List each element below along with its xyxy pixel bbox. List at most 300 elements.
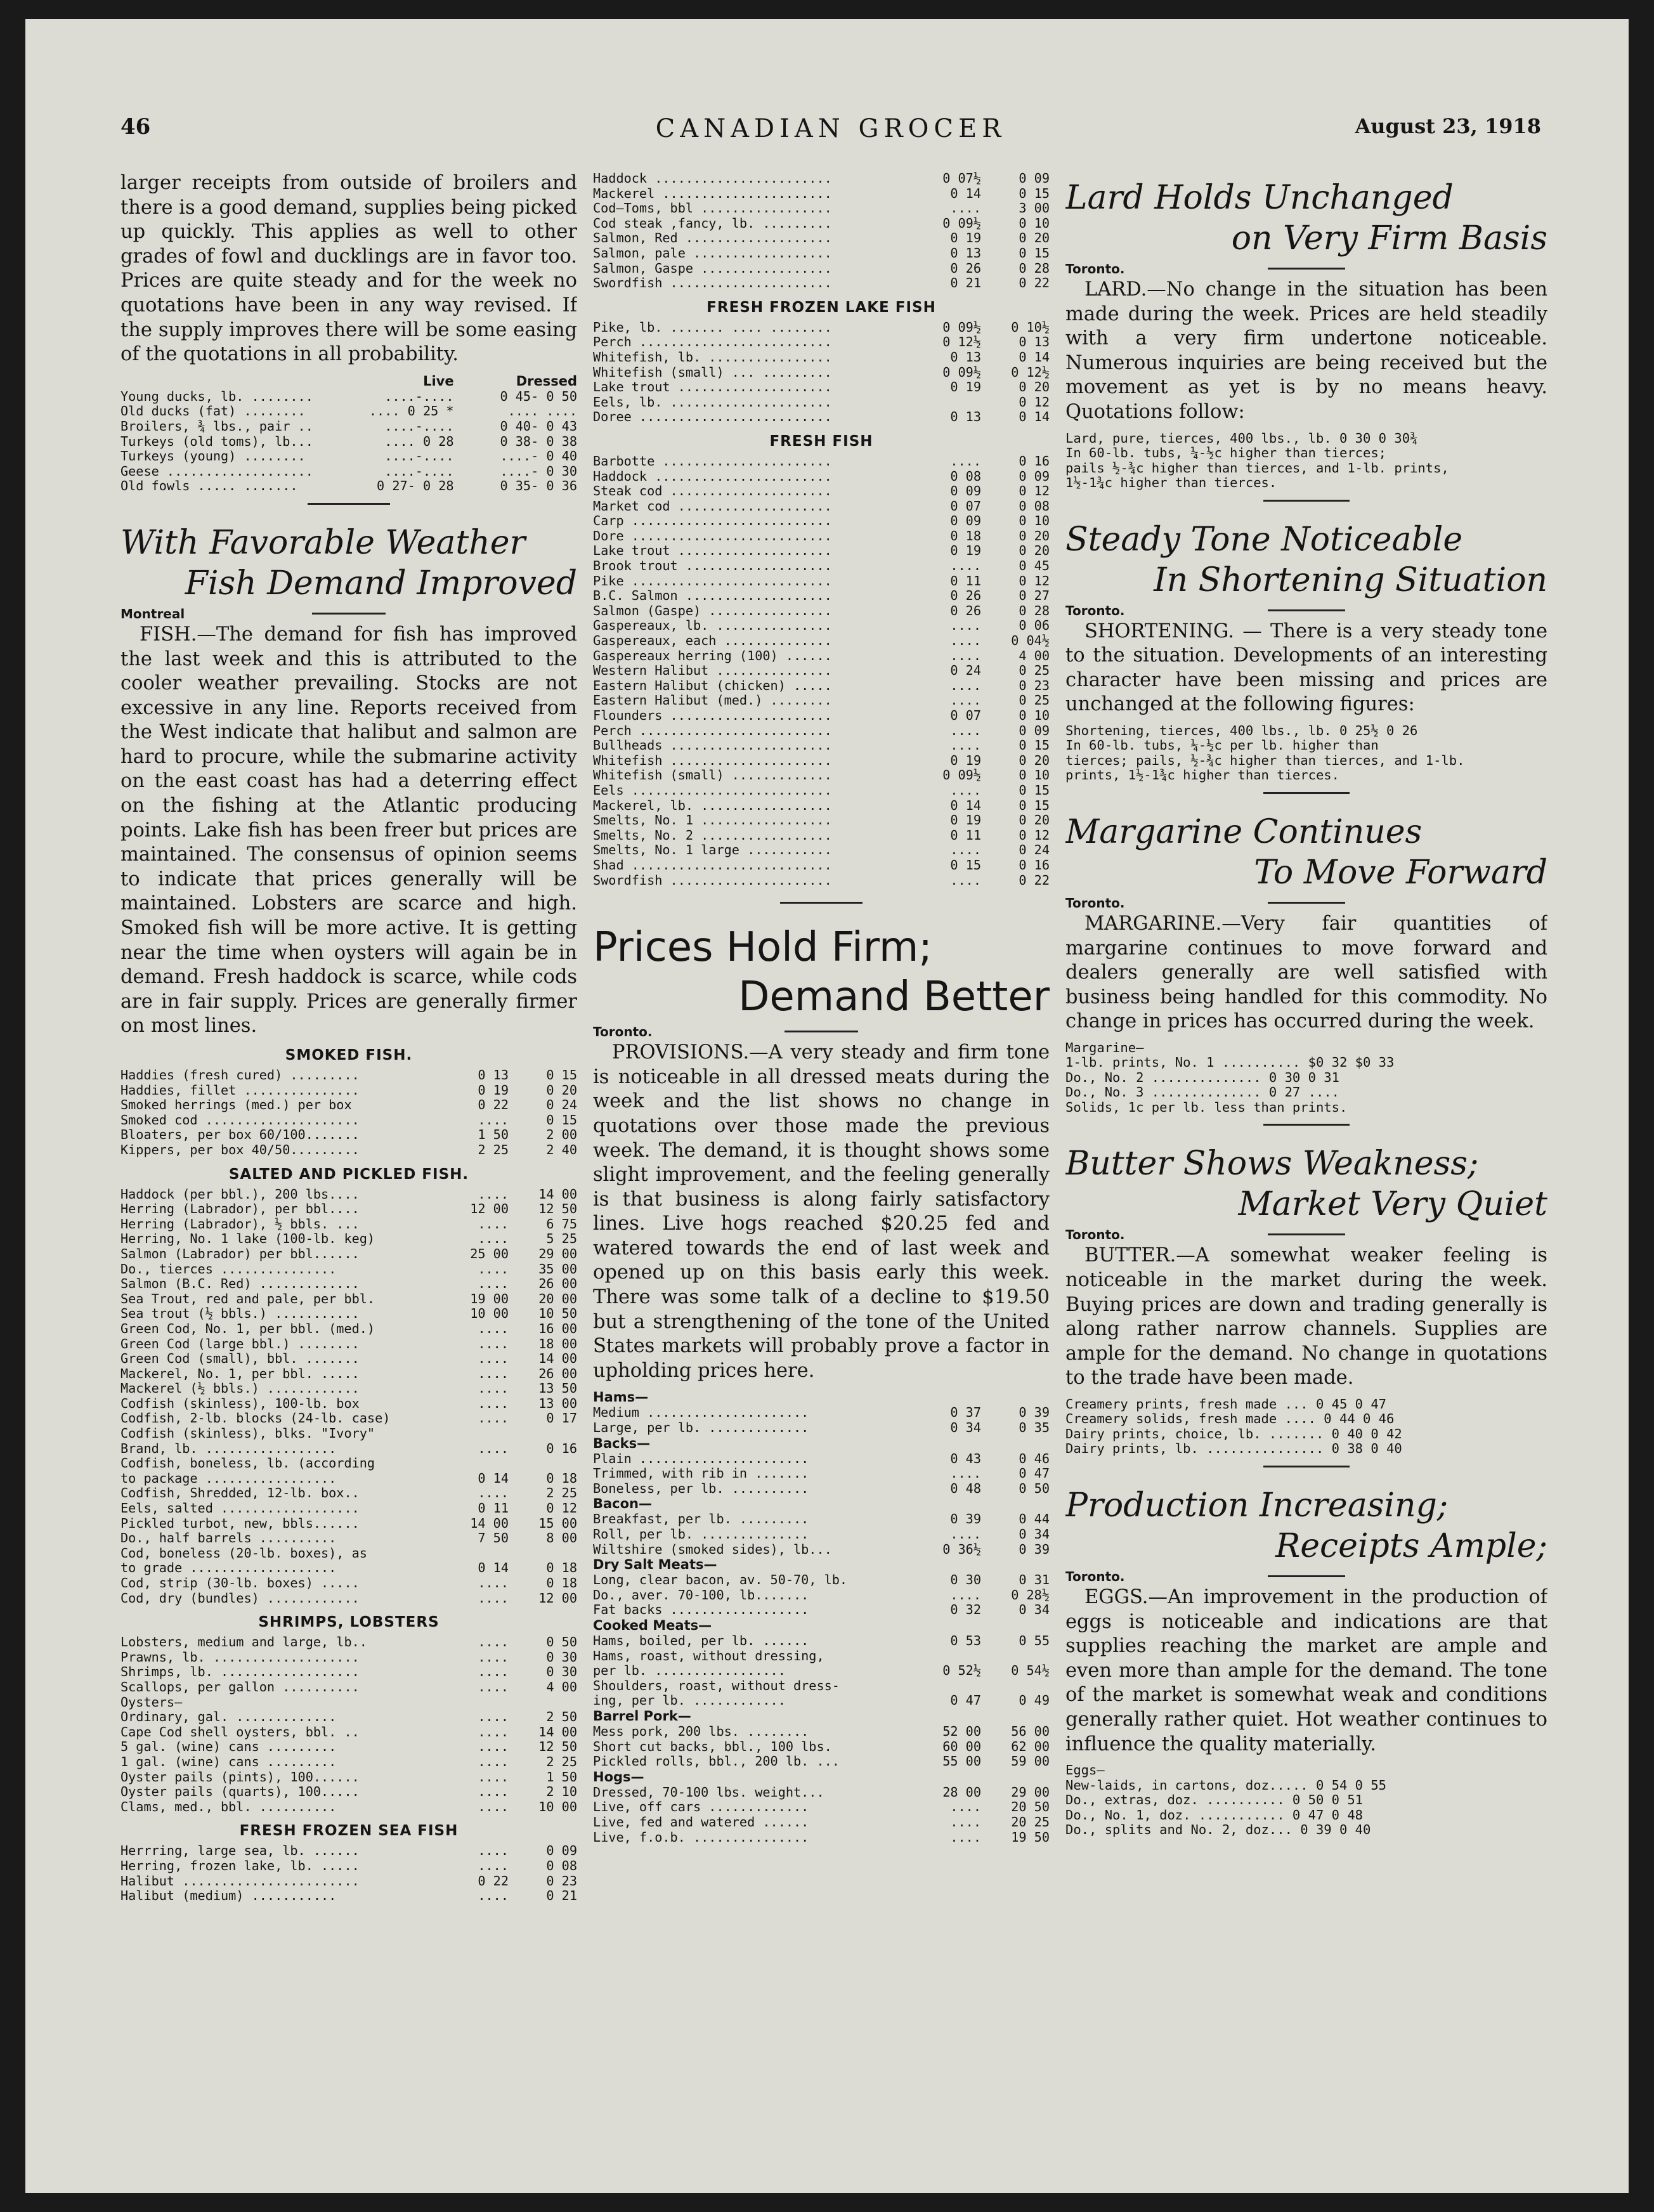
price-cell: 0 52½ bbox=[942, 1663, 981, 1679]
table-row bbox=[593, 395, 1050, 410]
section-title: FRESH FISH bbox=[769, 433, 873, 450]
table-row bbox=[120, 1456, 577, 1471]
title-line-2: Demand Better bbox=[738, 973, 1050, 1021]
price-cell: 0 06 bbox=[1019, 618, 1050, 634]
table-row bbox=[593, 514, 1050, 529]
divider bbox=[1263, 500, 1350, 502]
table-row bbox=[593, 454, 1050, 469]
price-cell: 0 10 bbox=[1019, 768, 1050, 783]
price-cell bbox=[913, 1496, 981, 1512]
table-row bbox=[120, 1083, 577, 1098]
price-cell: 0 14 bbox=[950, 798, 981, 813]
article-title-provisions bbox=[593, 923, 1050, 1022]
quotation-line: Margarine— bbox=[1065, 1040, 1144, 1055]
price-cell: 12 00 bbox=[538, 1591, 577, 1606]
price-cell: .... bbox=[478, 1858, 509, 1873]
item-name: Smoked cod .................... bbox=[120, 1112, 360, 1128]
shortening-quotations bbox=[1065, 724, 1547, 783]
price-cell: 0 26 bbox=[950, 261, 981, 276]
table-row bbox=[120, 1725, 577, 1740]
price-cell: 0 12 bbox=[546, 1501, 577, 1516]
price-cell: 2 25 bbox=[546, 1486, 577, 1501]
price-cell: .... bbox=[478, 1351, 509, 1367]
price-cell: .... bbox=[478, 1232, 509, 1247]
table-row bbox=[120, 1113, 577, 1128]
price-cell: 0 32 bbox=[950, 1603, 981, 1618]
item-name: Salmon, Red ................... bbox=[593, 231, 832, 246]
table-row bbox=[593, 171, 1050, 186]
price-cell: 0 13 bbox=[950, 410, 981, 425]
item-name: Codfish, boneless, lb. (according bbox=[120, 1456, 375, 1471]
item-name: Salmon (B.C. Red) ............. bbox=[120, 1277, 360, 1292]
price-cell: 60 00 bbox=[942, 1739, 981, 1754]
price-cell: 18 00 bbox=[538, 1336, 577, 1351]
price-cell: 0 34 bbox=[950, 1421, 981, 1436]
table-row bbox=[120, 1486, 577, 1501]
table-row bbox=[120, 1740, 577, 1755]
item-name: Salmon (Labrador) per bbl...... bbox=[120, 1246, 360, 1261]
price-cell: .... bbox=[478, 1381, 509, 1396]
price-cell: 0 35- 0 36 bbox=[500, 479, 577, 494]
price-cell: 0 08 bbox=[1019, 498, 1050, 514]
masthead: CANADIAN GROCER bbox=[655, 114, 1006, 143]
table-row bbox=[593, 231, 1050, 246]
table-row bbox=[593, 186, 1050, 202]
item-name: Herrring, large sea, lb. ...... bbox=[120, 1844, 360, 1859]
price-cell: 0 30 bbox=[546, 1649, 577, 1665]
price-cell: .... bbox=[478, 1769, 509, 1785]
price-cell: 0 14 bbox=[1019, 410, 1050, 425]
item-name: Fat backs .................. bbox=[593, 1603, 809, 1618]
table-row bbox=[120, 1755, 577, 1770]
item-name: Cod steak ,fancy, lb. ......... bbox=[593, 216, 832, 231]
quotation-line: Lard, pure, tierces, 400 lbs., lb. 0 30 0 30¾ bbox=[1065, 431, 1418, 446]
item-name: Codfish, Shredded, 12-lb. box.. bbox=[120, 1486, 360, 1501]
dateline: Toronto. bbox=[1065, 603, 1547, 620]
price-cell bbox=[981, 1389, 1050, 1405]
price-cell: 0 22 bbox=[1019, 276, 1050, 291]
price-cell: 0 22 bbox=[1019, 873, 1050, 888]
price-cell: 0 39 bbox=[1019, 1542, 1050, 1557]
table-row bbox=[593, 216, 1050, 231]
item-name: Oysters— bbox=[120, 1695, 183, 1710]
quotation-line: 1-lb. prints, No. 1 .......... $0 32 $0 33 bbox=[1065, 1055, 1395, 1070]
quotation-line: tierces; pails, ½-¾c higher than tierces, and 1-lb. bbox=[1065, 753, 1465, 768]
title-line-2: Receipts Ample; bbox=[1275, 1526, 1547, 1565]
price-cell: 0 07 bbox=[950, 708, 981, 723]
price-cell: 7 50 bbox=[478, 1531, 509, 1546]
price-cell: 0 54½ bbox=[1011, 1663, 1050, 1679]
price-cell: 0 20 bbox=[1019, 528, 1050, 543]
price-cell: 0 31 bbox=[1019, 1573, 1050, 1588]
item-name: Whitefish (small) ............. bbox=[593, 768, 832, 783]
item-name: Hams— bbox=[593, 1389, 649, 1405]
item-name: to grade ................... bbox=[120, 1561, 337, 1576]
item-name: Eastern Halibut (med.) ........ bbox=[593, 693, 832, 708]
price-cell: 12 00 bbox=[470, 1202, 509, 1217]
item-name: Mackerel, No. 1, per bbl. ..... bbox=[120, 1366, 360, 1381]
item-name: Salmon, pale .................. bbox=[593, 245, 832, 261]
price-cell: .... bbox=[950, 1814, 981, 1830]
table-row bbox=[593, 1466, 1050, 1481]
price-cell: 14 00 bbox=[538, 1351, 577, 1367]
item-name: Do., tierces ............... bbox=[120, 1261, 337, 1277]
item-name: ing, per lb. ............ bbox=[593, 1693, 786, 1708]
item-name: Mackerel, lb. ................. bbox=[593, 798, 832, 813]
table-row bbox=[120, 1426, 577, 1441]
table-row bbox=[593, 828, 1050, 843]
table-row bbox=[593, 724, 1050, 739]
table-row bbox=[120, 464, 577, 479]
item-name: Haddock (per bbl.), 200 lbs.... bbox=[120, 1187, 360, 1202]
divider bbox=[1263, 1124, 1350, 1126]
section-title: SALTED AND PICKLED FISH. bbox=[228, 1166, 469, 1183]
price-cell: .... 0 28 bbox=[384, 434, 454, 449]
table-row bbox=[593, 679, 1050, 694]
table-row bbox=[120, 1516, 577, 1532]
item-name: Bullheads ..................... bbox=[593, 738, 832, 753]
quotation-line: Creamery prints, fresh made ... 0 45 0 47 bbox=[1065, 1396, 1387, 1412]
price-cell: 0 48 bbox=[950, 1481, 981, 1496]
price-cell bbox=[913, 1436, 981, 1452]
price-cell: 0 13 bbox=[478, 1068, 509, 1083]
table-row bbox=[593, 1800, 1050, 1815]
table-row bbox=[593, 335, 1050, 350]
item-name: Cod, strip (30-lb. boxes) ..... bbox=[120, 1576, 360, 1591]
price-cell: 26 00 bbox=[538, 1366, 577, 1381]
article-body-fish: FISH.—The demand for fish has improved the last week and this is attributed to the cooler weather prevailing. Stocks are not excessive in any line. Reports received from the West indicate that halibut and salmon are hard to procure, while the submarine activity on the east coast has had a deterring effect on the fishing at the Atlantic producing points. Lake fish has been freer but prices are maintained. The consensus of opinion seems to indicate that prices generally will be maintained. Lobsters are scarce and high. Smoked fish will be more active. It is getting near the time when oysters will again be in demand. Fresh haddock is scarce, while cods are in fair supply. Prices are generally firmer on most lines. bbox=[120, 623, 577, 1038]
newspaper-page bbox=[25, 19, 1629, 2193]
price-cell: 0 14 bbox=[950, 186, 981, 201]
price-cell: 20 00 bbox=[538, 1291, 577, 1306]
table-row bbox=[120, 1635, 577, 1650]
item-name: Herring (Labrador), ½ bbls. ... bbox=[120, 1216, 360, 1232]
item-name: Pickled rolls, bbl., 200 lb. ... bbox=[593, 1754, 840, 1769]
quotation-line: pails ½-¾c higher than tierces, and 1-lb. prints, bbox=[1065, 460, 1449, 476]
price-cell bbox=[913, 1679, 981, 1694]
table-row bbox=[120, 1770, 577, 1785]
article-title-eggs bbox=[1065, 1485, 1547, 1566]
item-name: Green Cod (small), bbl. ....... bbox=[120, 1351, 360, 1367]
table-row bbox=[120, 1396, 577, 1412]
price-cell: .... bbox=[478, 1799, 509, 1814]
item-name: Bloaters, per box 60/100....... bbox=[120, 1128, 360, 1143]
table-row bbox=[120, 1800, 577, 1815]
price-cell: .... .... bbox=[507, 404, 577, 419]
item-name: Smoked herrings (med.) per box bbox=[120, 1098, 352, 1113]
item-name: Perch ......................... bbox=[593, 723, 832, 738]
table-header-row bbox=[120, 374, 577, 389]
price-cell: 0 20 bbox=[1019, 231, 1050, 246]
title-line-1: Lard Holds Unchanged bbox=[1065, 179, 1454, 217]
table-row bbox=[120, 1501, 577, 1516]
page-number: 46 bbox=[120, 114, 151, 140]
price-cell: 0 35 bbox=[1019, 1421, 1050, 1436]
item-name: Eastern Halibut (chicken) ..... bbox=[593, 678, 832, 693]
price-cell: 0 19 bbox=[478, 1083, 509, 1098]
item-name: Salmon, Gaspe ................. bbox=[593, 261, 832, 276]
price-cell: 0 11 bbox=[478, 1501, 509, 1516]
table-row bbox=[593, 1603, 1050, 1618]
price-cell: .... bbox=[950, 693, 981, 708]
price-cell: ....-.... bbox=[384, 464, 454, 479]
price-cell: 62 00 bbox=[1011, 1739, 1050, 1754]
price-cell: 0 14 bbox=[478, 1561, 509, 1576]
table-row bbox=[593, 543, 1050, 559]
smoked-fish-table bbox=[120, 1068, 577, 1158]
price-cell: .... bbox=[478, 1366, 509, 1381]
price-cell: 20 50 bbox=[1011, 1800, 1050, 1815]
price-cell: .... bbox=[950, 1587, 981, 1603]
section-title: FRESH FROZEN SEA FISH bbox=[239, 1823, 459, 1840]
item-name: B.C. Salmon ................... bbox=[593, 589, 832, 604]
price-cell: 0 12½ bbox=[1011, 365, 1050, 380]
divider bbox=[780, 902, 863, 904]
item-name: Eels, lb. ..................... bbox=[593, 394, 832, 410]
quotation-line: prints, 1½-1¾c higher than tierces. bbox=[1065, 768, 1339, 783]
poultry-text: larger receipts from outside of broilers and there is a good demand, supplies being picked up quickly. This applies as well to other grades of fowl and ducklings are in favor too. Prices are quite steady and for the week no quotations have been in any way revised. If the supply improves there will be some easing of the quotations in all probability. bbox=[120, 172, 577, 366]
price-cell: 29 00 bbox=[538, 1246, 577, 1261]
price-cell: 0 20 bbox=[546, 1083, 577, 1098]
price-cell: 0 12 bbox=[1019, 573, 1050, 589]
price-cell: 0 12 bbox=[1019, 828, 1050, 843]
table-row bbox=[593, 529, 1050, 544]
item-name: Herring, No. 1 lake (100-lb. keg) bbox=[120, 1232, 375, 1247]
item-name: Scallops, per gallon .......... bbox=[120, 1679, 360, 1695]
quotation-line: Dairy prints, lb. ............... 0 38 0 40 bbox=[1065, 1441, 1402, 1457]
table-row bbox=[120, 1337, 577, 1352]
price-cell: .... bbox=[950, 453, 981, 469]
price-cell: ....-.... bbox=[384, 449, 454, 464]
table-row bbox=[120, 1859, 577, 1874]
price-cell: .... bbox=[950, 634, 981, 649]
article-title-butter bbox=[1065, 1143, 1547, 1225]
price-cell: 0 09 bbox=[950, 514, 981, 529]
price-cell: ....- 0 30 bbox=[500, 464, 577, 479]
table-row bbox=[593, 380, 1050, 395]
price-cell: 0 16 bbox=[1019, 453, 1050, 469]
title-line-2: In Shortening Situation bbox=[1154, 561, 1547, 599]
price-cell: 0 15 bbox=[1019, 798, 1050, 813]
item-name: Young ducks, lb. ........ bbox=[120, 389, 313, 404]
title-line-1: Steady Tone Noticeable bbox=[1065, 520, 1463, 559]
item-name: Live, off cars ............. bbox=[593, 1800, 809, 1815]
salted-fish-table bbox=[120, 1187, 577, 1606]
eggs-quotations bbox=[1065, 1763, 1547, 1838]
table-row bbox=[120, 1277, 577, 1292]
table-row bbox=[593, 1754, 1050, 1769]
price-cell: .... bbox=[478, 1187, 509, 1202]
price-cell: 0 15 bbox=[1019, 245, 1050, 261]
table-row bbox=[120, 1874, 577, 1889]
table-row bbox=[120, 404, 577, 419]
item-name: Clams, med., bbl. .......... bbox=[120, 1799, 337, 1814]
table-row bbox=[593, 320, 1050, 335]
price-cell: 0 26 bbox=[950, 589, 981, 604]
item-name: Swordfish ..................... bbox=[593, 276, 832, 291]
table-row bbox=[120, 1128, 577, 1143]
price-cell: .... bbox=[478, 1441, 509, 1456]
price-cell: .... bbox=[950, 1830, 981, 1845]
item-name: Do., half barrels .......... bbox=[120, 1531, 337, 1546]
price-cell: .... bbox=[950, 1466, 981, 1481]
table-row bbox=[120, 1785, 577, 1800]
table-row bbox=[593, 873, 1050, 888]
item-name: 1 gal. (wine) cans ......... bbox=[120, 1754, 337, 1769]
price-cell bbox=[981, 1618, 1050, 1634]
price-cell: 20 25 bbox=[1011, 1814, 1050, 1830]
price-cell: 0 28½ bbox=[1011, 1587, 1050, 1603]
quotation-line: Do., No. 1, doz. ........... 0 47 0 48 bbox=[1065, 1807, 1363, 1823]
table-row bbox=[120, 1381, 577, 1396]
item-name: Oyster pails (quarts), 100..... bbox=[120, 1785, 360, 1800]
price-cell: 0 12 bbox=[1019, 484, 1050, 499]
price-cell bbox=[913, 395, 981, 410]
price-cell: 10 00 bbox=[470, 1306, 509, 1322]
fish-top-table bbox=[593, 171, 1050, 291]
item-name: Mackerel (½ bbls.) ............ bbox=[120, 1381, 360, 1396]
price-cell: 4 00 bbox=[1019, 648, 1050, 663]
price-cell: 0 16 bbox=[546, 1441, 577, 1456]
price-cell: 8 00 bbox=[546, 1531, 577, 1546]
table-row bbox=[593, 663, 1050, 679]
price-cell: 2 00 bbox=[546, 1128, 577, 1143]
price-cell: .... bbox=[950, 783, 981, 798]
price-cell: 0 44 bbox=[1019, 1512, 1050, 1527]
dateline: Toronto. bbox=[1065, 1569, 1547, 1585]
table-row bbox=[120, 1889, 577, 1904]
price-cell: 0 21 bbox=[950, 276, 981, 291]
table-row bbox=[593, 783, 1050, 798]
price-cell: 0 28 bbox=[1019, 603, 1050, 618]
item-name: Swordfish ..................... bbox=[593, 873, 832, 888]
table-row bbox=[593, 1785, 1050, 1800]
title-line-2: Fish Demand Improved bbox=[185, 564, 577, 602]
article-title-fish bbox=[120, 523, 577, 604]
table-row bbox=[593, 261, 1050, 276]
table-row bbox=[593, 484, 1050, 499]
price-cell: 0 10 bbox=[1019, 514, 1050, 529]
price-cell: .... bbox=[478, 1277, 509, 1292]
table-row bbox=[593, 1693, 1050, 1708]
col-live: Live bbox=[423, 373, 454, 389]
item-name: Lake trout .................... bbox=[593, 543, 832, 559]
price-cell bbox=[440, 1426, 509, 1441]
price-cell: 5 25 bbox=[546, 1232, 577, 1247]
item-name: Smelts, No. 2 ................. bbox=[593, 828, 832, 843]
price-cell: 0 24 bbox=[546, 1098, 577, 1113]
price-cell: 12 50 bbox=[538, 1740, 577, 1755]
item-name: Lake trout .................... bbox=[593, 380, 832, 395]
price-cell: 2 40 bbox=[546, 1142, 577, 1157]
price-cell: 0 17 bbox=[546, 1411, 577, 1426]
article-title-lard bbox=[1065, 178, 1547, 259]
table-row bbox=[120, 1471, 577, 1487]
price-cell: 59 00 bbox=[1011, 1754, 1050, 1769]
item-name: Pickled turbot, new, bbls...... bbox=[120, 1516, 360, 1531]
item-name: Shrimps, lb. .................. bbox=[120, 1665, 360, 1680]
price-cell: 0 27 bbox=[1019, 589, 1050, 604]
table-row bbox=[120, 1262, 577, 1277]
price-cell: 0 15 bbox=[546, 1112, 577, 1128]
price-cell bbox=[509, 1456, 577, 1471]
price-cell: 0 10 bbox=[1019, 216, 1050, 231]
shrimps-table bbox=[120, 1635, 577, 1814]
divider bbox=[308, 503, 390, 505]
item-name: Cod, boneless (20-lb. boxes), as bbox=[120, 1545, 367, 1561]
price-cell: 0 20 bbox=[1019, 813, 1050, 828]
item-name: Broilers, ¾ lbs., pair .. bbox=[120, 419, 313, 434]
table-row bbox=[593, 1634, 1050, 1649]
item-name: Old fowls ..... ....... bbox=[120, 479, 298, 494]
price-cell: 55 00 bbox=[942, 1754, 981, 1769]
table-row bbox=[120, 1650, 577, 1665]
price-cell: .... bbox=[950, 201, 981, 216]
price-cell: 0 30 bbox=[546, 1665, 577, 1680]
item-name: Haddock ....................... bbox=[593, 171, 832, 186]
price-cell: 0 13 bbox=[950, 349, 981, 365]
table-row bbox=[120, 1531, 577, 1546]
section-title: SMOKED FISH. bbox=[285, 1047, 413, 1064]
item-name: Haddies (fresh cured) ......... bbox=[120, 1068, 360, 1083]
title-line-1: Production Increasing; bbox=[1065, 1486, 1449, 1525]
price-cell: 0 14 bbox=[1019, 349, 1050, 365]
table-row bbox=[593, 469, 1050, 485]
price-cell: 14 00 bbox=[470, 1516, 509, 1531]
table-row bbox=[120, 389, 577, 405]
price-cell: 1 50 bbox=[546, 1769, 577, 1785]
table-row bbox=[593, 1708, 1050, 1724]
price-cell: .... bbox=[478, 1754, 509, 1769]
price-cell: 0 16 bbox=[1019, 857, 1050, 873]
price-cell: .... bbox=[950, 723, 981, 738]
page-header bbox=[120, 114, 1541, 165]
table-row bbox=[120, 479, 577, 494]
item-name: Do., aver. 70-100, lb....... bbox=[593, 1587, 809, 1603]
price-cell: 0 15 bbox=[1019, 783, 1050, 798]
price-cell: .... bbox=[950, 618, 981, 634]
price-cell: 0 39 bbox=[1019, 1405, 1050, 1421]
title-line-2: on Very Firm Basis bbox=[1231, 219, 1547, 257]
item-name: Brand, lb. ................. bbox=[120, 1441, 337, 1456]
price-cell: 0 26 bbox=[950, 603, 981, 618]
table-row bbox=[120, 449, 577, 464]
price-cell: 28 00 bbox=[942, 1785, 981, 1800]
price-cell: .... bbox=[950, 843, 981, 858]
item-name: Carp .......................... bbox=[593, 514, 832, 529]
price-cell bbox=[981, 1496, 1050, 1512]
price-cell: 0 12½ bbox=[942, 335, 981, 350]
table-row bbox=[120, 1665, 577, 1680]
table-row bbox=[593, 1542, 1050, 1558]
price-cell: 0 15 bbox=[1019, 186, 1050, 201]
price-cell: 0 18 bbox=[546, 1576, 577, 1591]
price-cell: 0 27- 0 28 bbox=[377, 479, 454, 494]
table-row bbox=[120, 1411, 577, 1426]
table-row bbox=[593, 708, 1050, 724]
article-body-eggs: EGGS.—An improvement in the production of eggs is noticeable and indications are that supplies reaching the market are ample and even more than ample for the demand. The tone of the market is somewhat weak and conditions generally rather quiet. Hot weather continues to influence the quality materially. bbox=[1065, 1585, 1547, 1755]
price-cell: .... bbox=[478, 1740, 509, 1755]
price-cell: 0 09½ bbox=[942, 320, 981, 335]
price-cell: .... bbox=[478, 1216, 509, 1232]
price-cell: .... bbox=[478, 1844, 509, 1859]
price-cell: 0 40- 0 43 bbox=[500, 419, 577, 434]
section-title: SHRIMPS, LOBSTERS bbox=[258, 1614, 440, 1631]
table-row bbox=[593, 604, 1050, 619]
title-line-1: With Favorable Weather bbox=[120, 523, 526, 562]
item-name: Old ducks (fat) ........ bbox=[120, 404, 306, 419]
price-cell: 0 08 bbox=[546, 1858, 577, 1873]
